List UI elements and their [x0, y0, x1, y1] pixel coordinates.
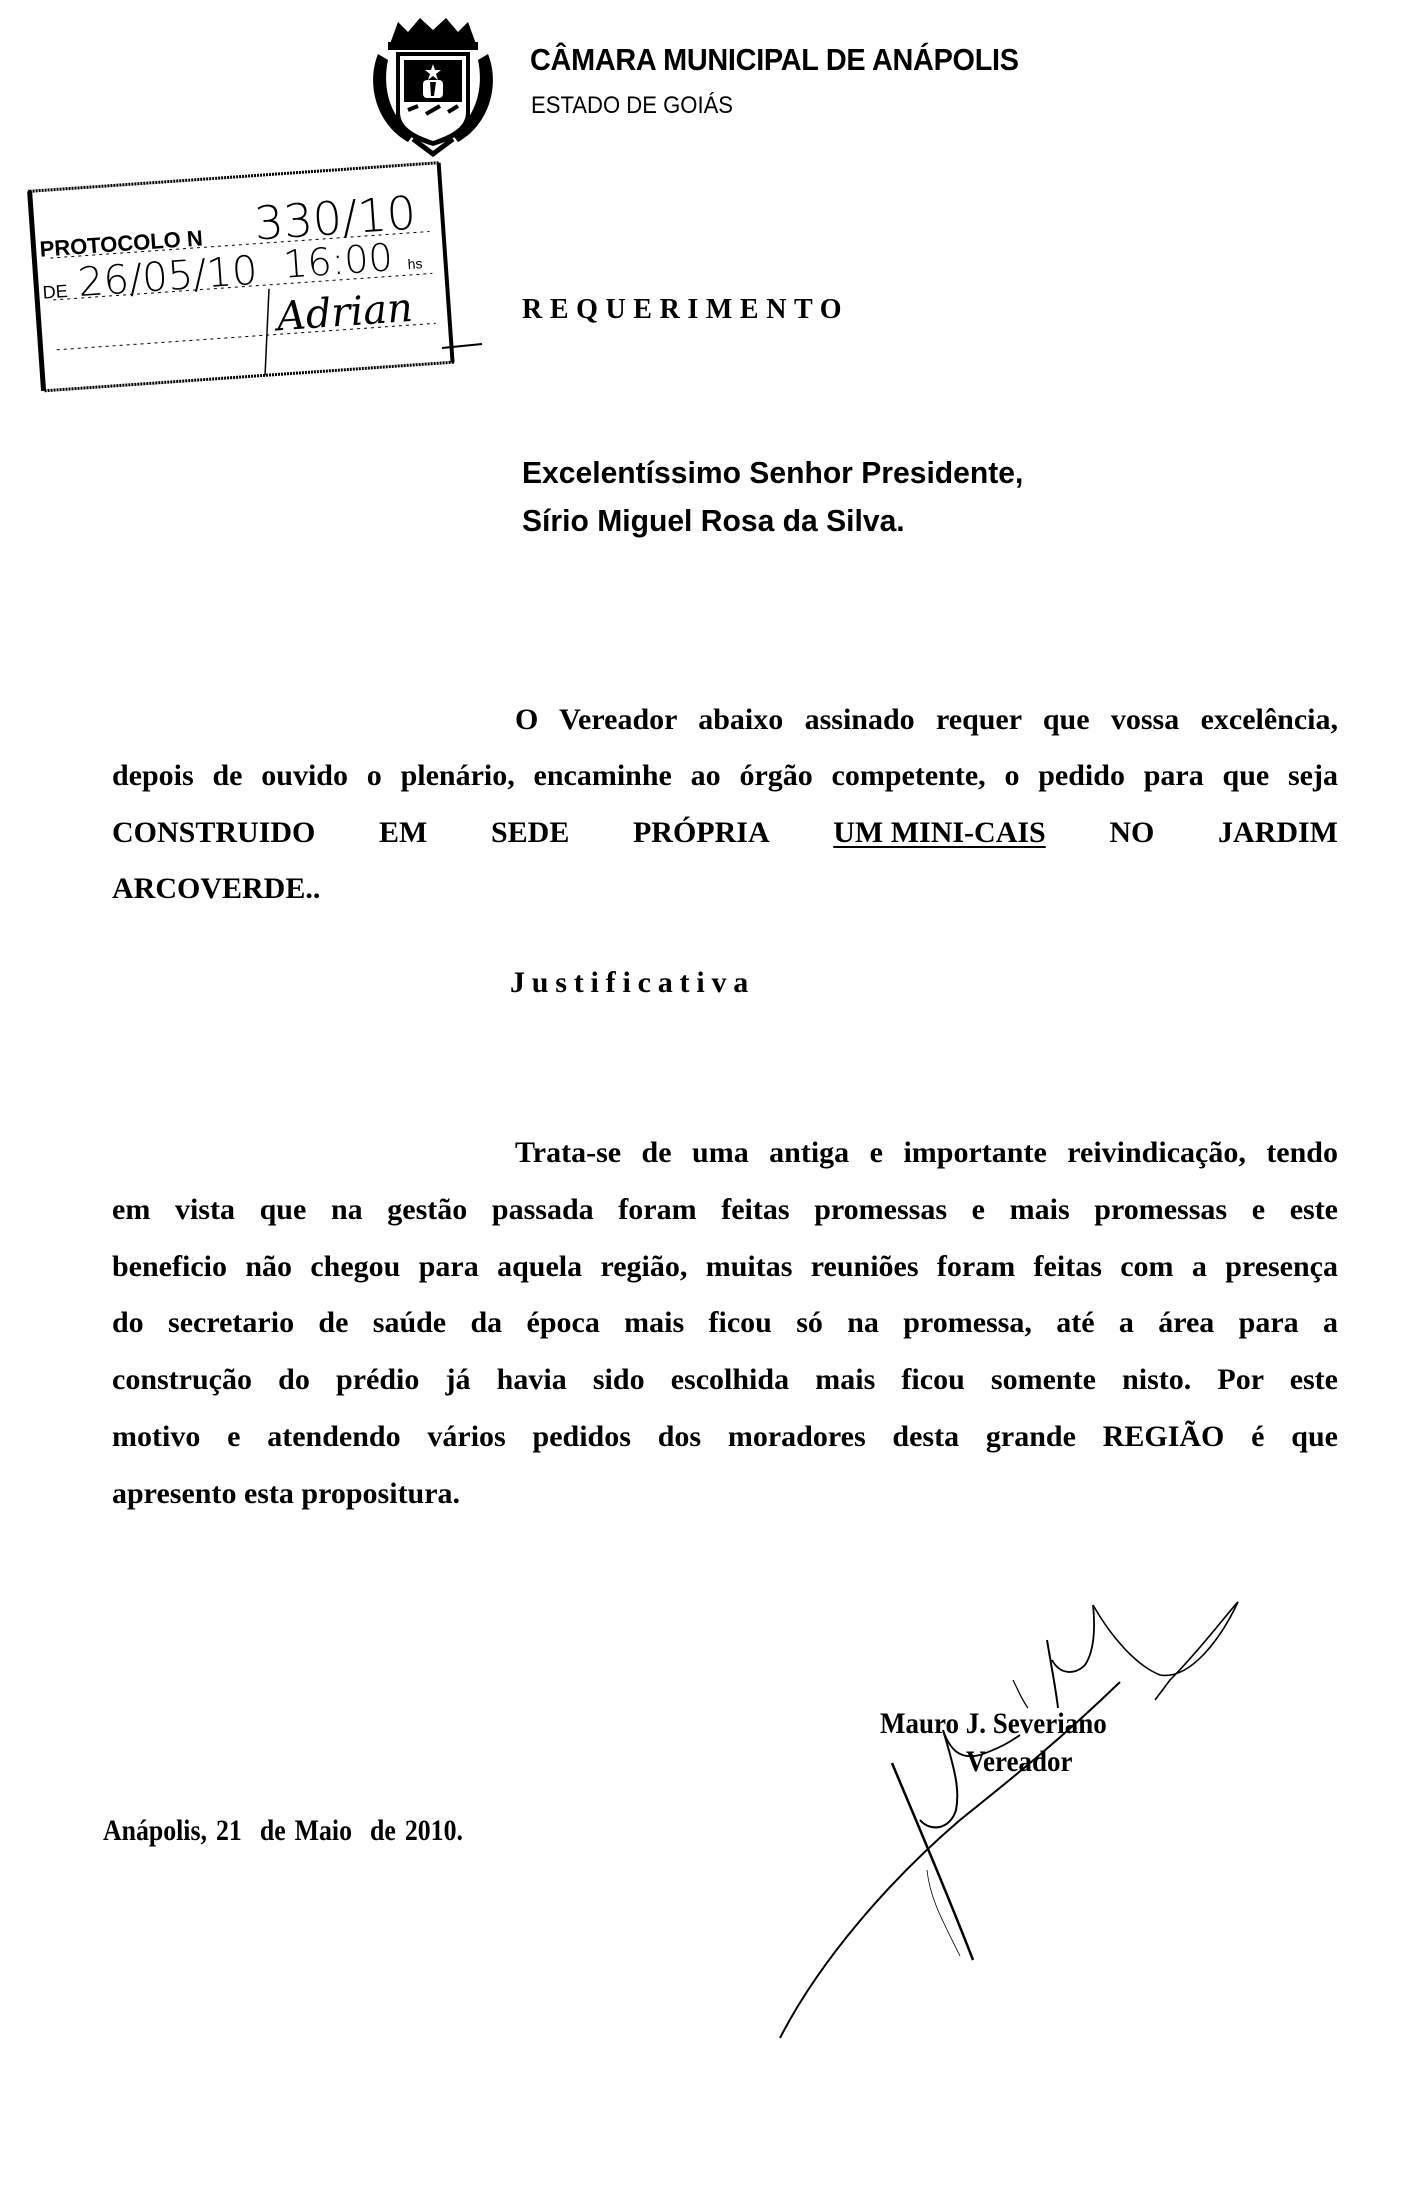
justification-line: em vista que na gestão passada foram feitas promessas e mais promessas e este [112, 1193, 1338, 1226]
justification-line: motivo e atendendo vários pedidos dos moradores desta grande REGIÃO é que [112, 1420, 1338, 1453]
document-type-heading: REQUERIMENTO [522, 294, 850, 325]
request-word: NO [1109, 816, 1155, 849]
justification-line: construção do prédio já havia sido escolhida mais ficou somente nisto. Por este [112, 1363, 1338, 1396]
request-word: CONSTRUIDO [112, 816, 316, 849]
stamp-time-suffix: hs [407, 255, 423, 273]
request-line [112, 813, 1338, 853]
stamp-protocol-number: 330/10 [252, 185, 418, 251]
request-object-underlined: UM MINI-CAIS [833, 816, 1046, 849]
stamp-protocol-label: PROTOCOLO N [38, 225, 204, 262]
signatory-name: Mauro J. Severiano [880, 1707, 1107, 1740]
request-line: O Vereador abaixo assinado requer que vossa excelência, [515, 703, 1338, 736]
organization-subtitle: ESTADO DE GOIÁS [531, 92, 734, 119]
justification-line: do secretario de saúde da época mais ficou só na promessa, até a área para a [112, 1306, 1338, 1339]
request-line: ARCOVERDE.. [112, 872, 321, 905]
organization-title: CÂMARA MUNICIPAL DE ANÁPOLIS [530, 42, 1019, 77]
addressee-name: Sírio Miguel Rosa da Silva. [522, 503, 905, 538]
request-line: depois de ouvido o plenário, encaminhe ao órgão competente, o pedido para que seja [112, 759, 1338, 792]
protocol-stamp [22, 140, 482, 410]
request-word: EM [379, 816, 428, 849]
handwritten-signature [760, 1580, 1320, 2194]
request-word: SEDE [490, 816, 570, 849]
document-date: Anápolis, 21 de Maio de 2010. [103, 1814, 463, 1847]
justification-heading: Justificativa [510, 966, 756, 999]
request-word: PRÓPRIA [632, 816, 770, 849]
request-word: JARDIM [1217, 816, 1338, 849]
stamp-time: 16:00 [281, 235, 395, 287]
signatory-role: Vereador [966, 1745, 1073, 1778]
stamp-date-label: DE [42, 280, 69, 303]
justification-line: beneficio não chegou para aquela região, muitas reuniões foram feitas com a presença [112, 1250, 1338, 1283]
stamp-date: 26/05/10 [76, 247, 259, 307]
justification-line: Trata-se de uma antiga e importante reivindicação, tendo [515, 1136, 1338, 1169]
stamp-receiver-signature: Adrian [275, 284, 415, 341]
addressee-salutation: Excelentíssimo Senhor Presidente, [522, 455, 1024, 490]
justification-line: apresento esta propositura. [112, 1477, 461, 1510]
